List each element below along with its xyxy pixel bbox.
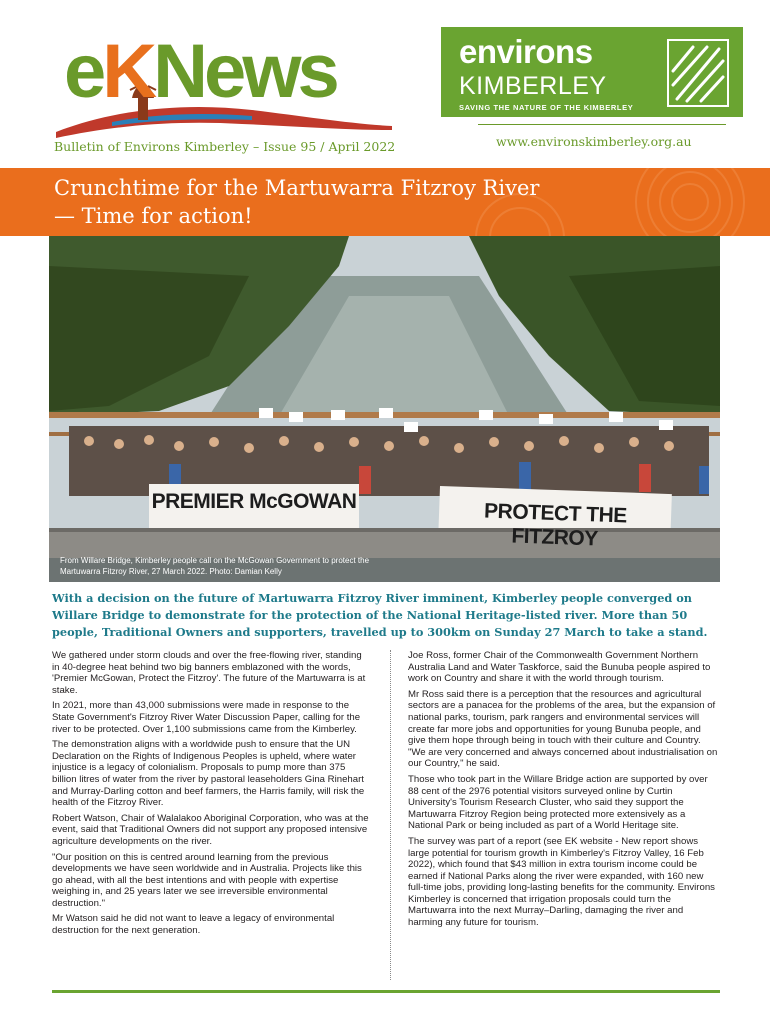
- photo-caption-line2: Martuwarra Fitzroy River, 27 March 2022. Photo: Damian Kelly: [60, 567, 282, 576]
- website-rule: [478, 124, 726, 125]
- org-name-kimberley: KIMBERLEY: [459, 72, 607, 100]
- footer-rule: [52, 990, 720, 993]
- paragraph: The demonstration aligns with a worldwide push to ensure that the UN Declaration on the Rights of Indigenous Peoples is upheld, where water injustice is a legacy of colonialism. Proposals to pump more than 375 billion litres of water from the river by pastoral leaseholders Gina Rinehart and Murray-Darling cotton and beef farmers, the Harris family, will risk the health of the Fitzroy River.: [52, 739, 365, 809]
- website-link[interactable]: www.environskimberley.org.au: [496, 134, 692, 149]
- paragraph: Mr Ross said there is a perception that the resources and agricultural sectors are a panacea for the problems of the area, but the expansion of national parks, tourism, park rangers and environmental services will create far more jobs and opportunities for young Bunuba people, and give them hope through being in touch with their culture and Country. "We are very concerned and always concerned about industrialisation on our Country," he said.: [408, 688, 718, 770]
- paragraph: Robert Watson, Chair of Walalakoo Aboriginal Corporation, who was at the event, said that Traditional Owners did not support any proposed intensive agriculture developments on the river.: [52, 812, 369, 847]
- paragraph: The survey was part of a report (see EK website - New report shows large potential for tourism growth in Kimberley's Fitzroy Valley, 16 Feb 2022), which found that $43 million in extra tourism income could be earned if National Parks along the river were expanded, with 160 new full-time jobs, providing long-lasting benefits for the community. Environs Kimberley is concerned that irrigation proposals could turn the Martuwarra into the next Murray–Darling, damaging the river and harming any future for tourism.: [408, 835, 715, 929]
- banner-premier-mcgowan: PREMIER McGOWAN: [151, 490, 357, 513]
- article-title-line2: — Time for action!: [54, 204, 253, 228]
- org-name-environs: environs: [459, 33, 593, 70]
- environs-kimberley-logo[interactable]: [441, 27, 743, 117]
- article-column-left: [52, 650, 370, 941]
- paragraph: "Our position on this is centred around learning from the previous developments we have seen worldwide and in Australia. Projects like this go ahead, with all the best intentions and with people with expertise weighing in, and 25 years later we see irreversible environmental destruction.": [52, 851, 362, 909]
- banner-protect-the-fitzroy: PROTECT THE FITZROY: [483, 499, 628, 551]
- article-photo: [49, 236, 720, 582]
- article-title-line1: Crunchtime for the Martuwarra Fitzroy River: [54, 176, 540, 200]
- masthead: [0, 0, 770, 170]
- paragraph: Those who took part in the Willare Bridge action are supported by over 88 cent of the 2976 potential visitors surveyed online by Curtin University's Tourism Research Cluster, who said they support the Martuwarra Fitzroy Region being protected more extensively as a National Park or being included as part of a World Heritage site.: [408, 773, 708, 832]
- photo-caption-line1: From Willare Bridge, Kimberley people call on the McGowan Government to protect the: [60, 556, 370, 565]
- paragraph: Mr Watson said he did not want to leave a legacy of environmental destruction for the next generation.: [52, 913, 335, 937]
- photo-caption: [60, 555, 480, 577]
- article-column-right: [408, 650, 720, 933]
- bulletin-issue-line: Bulletin of Environs Kimberley – Issue 95 / April 2022: [54, 139, 396, 154]
- article-title: [54, 174, 694, 230]
- article-lead: With a decision on the future of Martuwarra Fitzroy River imminent, Kimberley people converged on Willare Bridge to demonstrate for the protection of the National Heritage-listed river. More than 50 people, Traditional Owners and supporters, travelled up to 300km on Sunday 27 March to take a stand.: [52, 591, 708, 639]
- article-title-banner: [0, 168, 770, 236]
- paragraph: Joe Ross, former Chair of the Commonwealth Government Northern Australia Land and Water Taskforce, said the Bunuba people aspired to work on Country and share it with the world through tourism.: [408, 650, 711, 685]
- column-divider: [390, 650, 391, 980]
- ek-emblem-icon: [667, 39, 729, 107]
- paragraph: In 2021, more than 43,000 submissions were made in response to the State Government's Fitzroy River Water Discussion Paper, calling for the river to be protected. Over 1,100 submissions came from the Kimberley.: [52, 700, 361, 735]
- eknews-wordmark: eKNews: [64, 29, 336, 114]
- paragraph: We gathered under storm clouds and over the free-flowing river, standing in 40-degree heat behind two big banners emblazoned with the words, 'Premier McGowan, Protect the Fitzroy'. The future of the Martuwarra is at stake.: [52, 650, 366, 696]
- org-tagline: SAVING THE NATURE OF THE KIMBERLEY: [459, 103, 634, 112]
